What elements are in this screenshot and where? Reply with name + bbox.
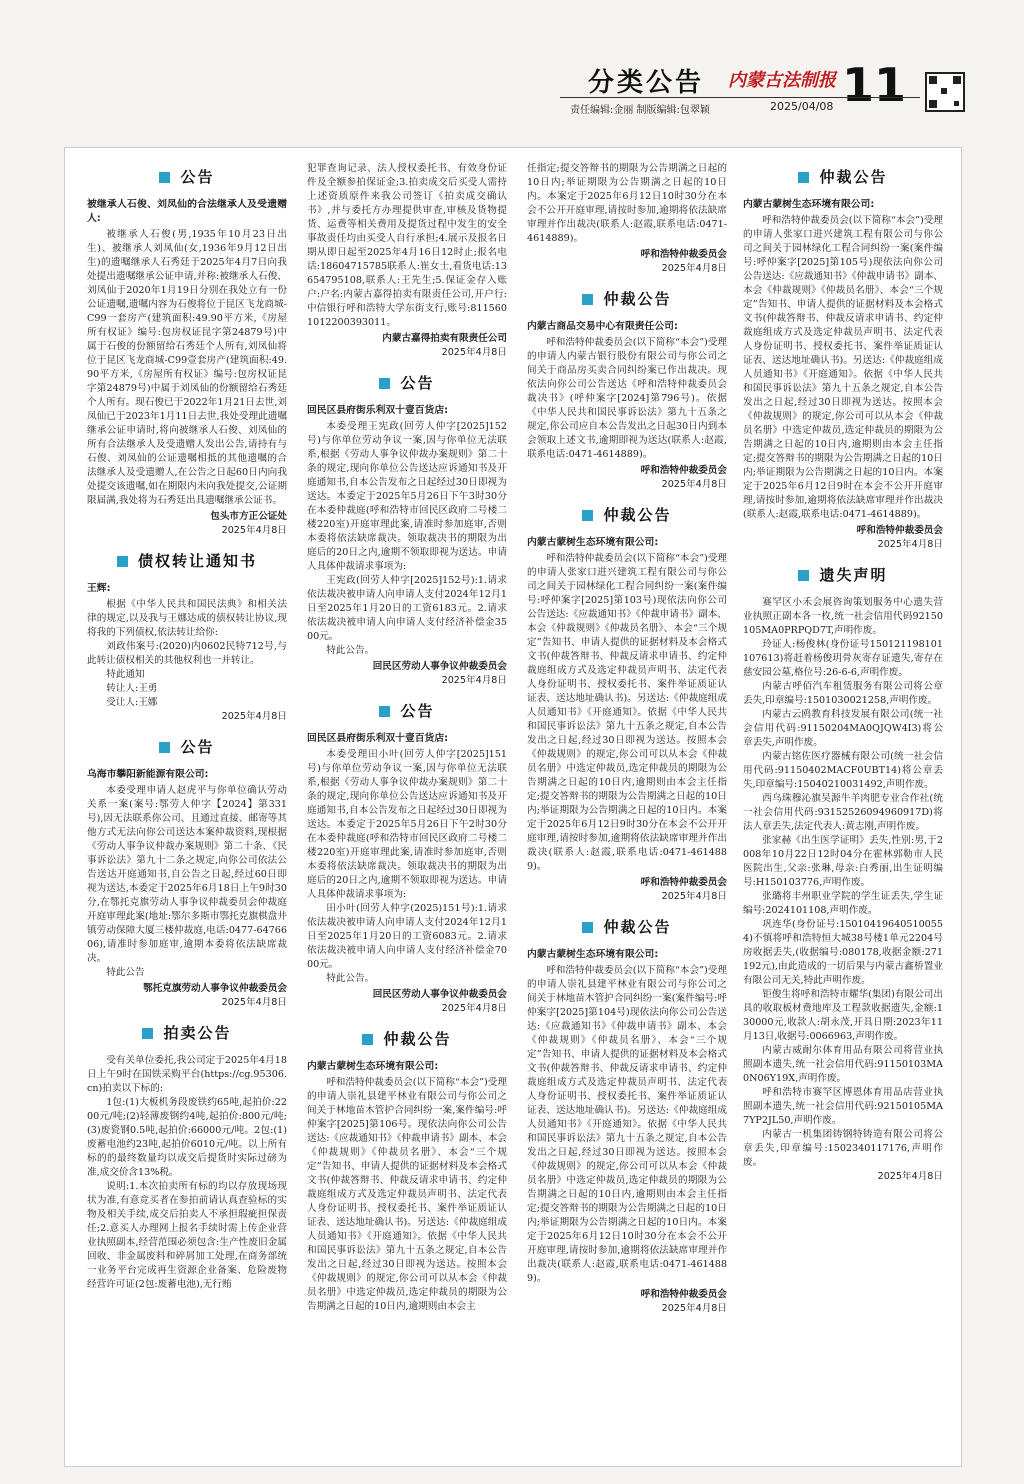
notice-date: 2025年4月8日 — [661, 263, 727, 274]
notice-date: 2025年4月8日 — [221, 997, 287, 1008]
qr-code-icon — [925, 72, 965, 112]
notice-line: 特此公告。 — [326, 973, 375, 984]
addressee: 内蒙古蒙树生态环境有限公司: — [743, 199, 875, 210]
addressee: 王辉: — [87, 583, 111, 594]
notice-signature: 鄂托克旗劳动人事争议仲裁委员会 — [143, 983, 287, 994]
notice-body: 刘政伟案号:(2020)内0602民特712号,与此转让债权相关的其他权利也一并转让。 — [87, 641, 287, 666]
notice-date: 2025年4月8日 — [661, 1303, 727, 1314]
notice-heading: 公告 — [87, 734, 287, 760]
notice-heading: 仲裁公告 — [743, 164, 943, 190]
notice-line: 特此公告 — [106, 967, 145, 978]
notice-heading: 仲裁公告 — [527, 502, 727, 528]
notice-heading: 公告 — [307, 370, 507, 396]
notice-heading: 公告 — [307, 698, 507, 724]
addressee: 被继承人石俊、刘凤仙的合法继承人及受遗赠人: — [87, 199, 287, 224]
section-title: 分类公告 — [588, 68, 705, 98]
notice-body: 根据《中华人民共和国民法典》和相关法律的规定,以及我与王娜达成的债权转让协议,现将我的下列债权,依法转让给你: — [87, 599, 287, 638]
notice-body: 本委受理田小叶(回劳人仲字[2025]151号)与你单位劳动争议一案,因与你单位无法联系,根据《劳动人事争议仲裁办案规则》第二十条的规定,现向你单位公告送达应诉通知书及开庭通知书,自本公告发布之日起经过30日即视为送达。本委定于2025年5月26日下午2时30分在本委仲裁庭(呼和浩特市回民区政府二号楼二楼220室)开庭审理此案,请准时参加庭审,否则本委将依法缺席裁决。领取裁决书的期限为出庭后的20日之内,逾期不领取即视为送达。申请人具体仲裁请求事项为: — [307, 749, 507, 900]
square-bullet-icon — [582, 510, 593, 521]
square-bullet-icon — [117, 556, 128, 567]
notice-date: 2025年4月8日 — [441, 1003, 507, 1014]
notice-date: 2025年4月8日 — [661, 479, 727, 490]
addressee: 内蒙古蒙树生态环境有限公司: — [527, 949, 659, 960]
notice-heading: 遗失声明 — [743, 562, 943, 588]
loss-item: 内蒙古呼佰汽车租赁服务有限公司将公章丢失,印章编号:1501030021258,声明作废。 — [743, 681, 943, 706]
notice-body: 呼和浩特仲裁委员会(以下简称“本会”)受理的申请人张家口进兴建筑工程有限公司与你公司之间关于园林绿化工程合同纠纷一案(案件编号:呼仲案字[2025]第103号)现依法向你公司公告送达:《应裁通知书》《仲裁申请书》副本、本会《仲裁规则》《仲裁员名册》、本会“三个规定”告知书、申请人提供的证据材料及本会格式文书(仲裁答辩书、仲裁反请求申请书、约定仲裁庭组成方式及选定仲裁员声明书、法定代表人身份证明书、授权委托书、案件举证质证认证表、送达地址确认书)。另送达:《仲裁庭组成人员通知书》《开庭通知》。依据《中华人民共和国民事诉讼法》第九十五条之规定,自本公告发出之日起,经过30日即视为送达。按照本会《仲裁规则》的规定,你公司可以从本会《仲裁员名册》中选定仲裁员,选定仲裁员的期限为公告期满之日起的10日内,逾期则由本会主任指定;提交答辩书的期限为公告期满之日起的10日内;举证期限为公告期满之日起的10日内。本案定于2025年6月12日9时30分在本会不公开开庭审理,请按时参加,逾期将依法缺席审理并作出裁决(联系人:赵霞,联系电话:0471-4614889)。 — [527, 553, 727, 872]
notice-signature: 包头市方正公证处 — [210, 511, 287, 522]
square-bullet-icon — [582, 294, 593, 305]
paper-logo: 内蒙古法制报 — [728, 70, 836, 91]
masthead — [0, 0, 1024, 130]
notice-date: 2025年4月8日 — [221, 525, 287, 536]
loss-item: 张璐将丰州职业学院的学生证丢失,学生证编号:2024101108,声明作废。 — [743, 891, 943, 916]
notice-body: 田小叶(回劳人仲字(2025)151号):1.请求依法裁决被申请人向申请人支付2024年12月1日至2025年1月20日的工资6083元。2.请求依法裁决被申请人向申请人支付经济补偿金7000元。 — [307, 903, 507, 970]
notice-date: 2025年4月8日 — [661, 891, 727, 902]
notice-date: 2025年4月8日 — [441, 347, 507, 358]
notice-body: 本委受理申请人赵虎平与你单位确认劳动关系一案(案号:鄂劳人仲字【2024】第331号),因无法联系你公司、且通过直接、邮寄等其他方式无法向你公司送达本案仲裁资料,现根据《劳动人事争议仲裁办案规则》第二十条、《民事诉讼法》第九十二条之规定,向你公司依法公告送达开庭通知书,自公告之日起,经过60日即视为送达,本委定于2025年6月18日上午9时30分,在鄂托克旗劳动人事争议仲裁委员会仲裁庭开庭审理此案(地址:鄂尔多斯市鄂托克旗棋盘井镇劳动保障大厦三楼仲裁庭,电话:0477-6476606),请准时参加庭审,逾期本委将依法缺席裁决。 — [87, 785, 287, 964]
notice-date: 2025年4月8日 — [441, 675, 507, 686]
page-number: 11 — [842, 58, 907, 112]
notice-signature: 回民区劳动人事争议仲裁委员会 — [372, 989, 507, 1000]
notice-heading: 债权转让通知书 — [87, 548, 287, 574]
addressee: 乌海市攀阳新能源有限公司: — [87, 769, 209, 780]
square-bullet-icon — [159, 742, 170, 753]
loss-item: 玲证人:杨俊林(身份证号150121198101107613)将赶着杨俊玥骨灰寄存证遗失,寄存在慈安园公墓,格位号:26-6-6,声明作废。 — [743, 639, 943, 678]
notice-heading: 仲裁公告 — [527, 914, 727, 940]
notice-body: 被继承人石俊(男,1935年10月23日出生)、被继承人刘凤仙(女,1936年9月12日出生)的遗嘱继承人石秀廷于2025年4月7日向我处提出遗嘱继承公证申请,并称:被继承人石俊、刘凤仙于2020年1月19日分别在我处立有一份公证遗嘱,遗嘱内容为石俊将位于昆区飞龙商城-C99一套房产(建筑面积:49.90平方米,《房屋所有权证》编号:包房权证昆字第24879号)中属于石俊的份额留给石秀廷个人所有,刘凤仙将位于昆区飞龙商城-C99壹套房产(建筑面积:49.90平方米,《房屋所有权证》编号:包房权证昆字第24879号)中属于刘凤仙的份额留给石秀廷个人所有。现石俊已于2022年1月21日去世,刘凤仙已于2023年1月11日去世,我处受理此遗嘱继承公证申请时,将向被继承人石俊、刘凤仙的所有合法继承人及受遗赠人发出公告,请持有与石俊、刘凤仙的公证遗嘱相抵的其他遗嘱的合法继承人及受遗赠人,在公告之日起60日内向我处提交该遗嘱,如在期限内未向我处提交,公证期限届满,我处将为石秀廷出具遗嘱继承公证书。 — [87, 229, 287, 506]
square-bullet-icon — [142, 1028, 153, 1039]
addressee: 回民区县府街乐利双十壹百货店: — [307, 405, 449, 416]
loss-item: 张家赫《出生医学证明》丢失,性别:男,于2008年10月22日12时04分在霍林郭勒市人民医院出生,父亲:张琳,母亲:白秀丽,出生证明编号:H150103776,声明作废。 — [743, 835, 943, 888]
column-3 — [527, 162, 727, 1326]
loss-item: 内蒙古一机集团铸钢特铸造有限公司将公章丢失,印章编号:1502340117176,声明作废。 — [743, 1129, 943, 1168]
notice-body: 说明:1.本次拍卖所有标的均以存放现场现状为准,有意竞买者在参拍前请认真查验标的实物及相关手续,成交后拍卖人不承担瑕疵担保责任;2.意买人办理网上报名手续时需上传企业营业执照副本,经营范围必须包含:生产性废旧金属回收、非金属废料和碎屑加工处理,在商务部统一业务平台完成再生资源企业备案、危险废物经营许可证(2包:废蓄电池),无行贿 — [87, 1181, 287, 1290]
editors-line: 责任编辑:金丽 制版编辑:包翠颖 — [570, 105, 710, 116]
notice-body: 本委受理王宪政(回劳人仲字[2025]152号)与你单位劳动争议一案,因与你单位无法联系,根据《劳动人事争议仲裁办案规则》第二十条的规定,现向你单位公告送达应诉通知书及开庭通知书,自本公告发布之日起经过30日即视为送达。本委定于2025年5月26日下午3时30分在本委仲裁庭(呼和浩特市回民区政府二号楼二楼220室)开庭审理此案,请准时参加庭审,否则本委将依法缺席裁决。领取裁决书的期限为出庭后的20日之内,逾期不领取即视为送达。申请人具体仲裁请求事项为: — [307, 421, 507, 572]
square-bullet-icon — [379, 378, 390, 389]
notice-line: 受让人:王娜 — [106, 697, 158, 708]
page-body — [64, 147, 962, 1467]
loss-item: 内蒙古云鸥教育科技发展有限公司(统一社会信用代码:91150204MA0QJQW4I3)将公章丢失,声明作废。 — [743, 709, 943, 748]
notice-date: 2025年4月8日 — [877, 1171, 943, 1182]
loss-item: 内蒙古威耐尔体育用品有限公司将营业执照副本遗失,统一社会信用代码:91150103MA0N06Y19X,声明作废。 — [743, 1045, 943, 1084]
notice-heading: 拍卖公告 — [87, 1020, 287, 1046]
loss-item: 巩连华(身份证号:150104196405100554)不慎将呼和浩特恒大城38号楼1单元2204号房收据丢失,(收据编号:080178,收据金额:271192元),由此造成的一切后果与内蒙古鑫桥置业有限公司无关,特此声明作废。 — [743, 919, 943, 986]
loss-item: 钜俊生将呼和浩特市耀华(集团)有限公司出具的收取板材费地库及工程款收据遗失,金额:130000元,收款人:胡永茂,开具日期:2023年11月13日,收据号:0066963,声明作废。 — [743, 989, 943, 1042]
notice-signature: 呼和浩特仲裁委员会 — [640, 465, 727, 476]
square-bullet-icon — [798, 172, 809, 183]
notice-heading: 公告 — [87, 164, 287, 190]
loss-item: 呼和浩特市赛罕区博恩体育用品店营业执照副本遗失,统一社会信用代码:92150105MA7YP2JL50,声明作废。 — [743, 1087, 943, 1126]
notice-body: 呼和浩特仲裁委员会(以下简称“本会”)受理的申请人崇礼县建平林业有限公司与你公司之间关于林地苗木管护合同纠纷一案(案件编号:呼仲案字[2025]第104号)现依法向你公司公告送达:《应裁通知书》《仲裁申请书》副本、本会《仲裁规则》《仲裁员名册》、本会“三个规定”告知书、申请人提供的证据材料及本会格式文书(仲裁答辩书、仲裁反请求申请书、约定仲裁庭组成方式及选定仲裁员声明书、法定代表人身份证明书、授权委托书、案件举证质证认证表、送达地址确认书)。另送达:《仲裁庭组成人员通知书》《开庭通知》。依据《中华人民共和国民事诉讼法》第九十五条之规定,自本公告发出之日起,经过30日即视为送达。按照本会《仲裁规则》的规定,你公司可以从本会《仲裁员名册》中选定仲裁员,选定仲裁员的期限为公告期满之日起的10日内,逾期则由本会主任指定;提交答辩书的期限为公告期满之日起的10日内;举证期限为公告期满之日起的10日内。本案定于2025年6月12日10时30分在本会不公开开庭审理,请按时参加,逾期将依法缺席审理并作出裁决(联系人:赵霞,联系电话:0471-4614889)。 — [527, 965, 727, 1284]
notice-body: 犯罪查询记录、法人授权委托书、有效身份证件及全额参拍保证金;3.拍卖成交后买受人需持上述资质原件来我公司签订《拍卖成交确认书》,并与委托方办理提供审查,审核及货物提货、运费等相关费用及提货过程中发生的安全事故责任均由买受人自行承担;4.展示及报名日期从即日起至2025年4月16日12时止;报名电话:18604715785联系人:崔女士,看货电话:13654795108,联系人:王先生;5.保证金存入账户:户名:内蒙古嘉得拍卖有限责任公司,开户行:中信银行呼和浩特大学东街支行,账号:8115601012200393011。 — [307, 163, 507, 328]
notice-signature: 呼和浩特仲裁委员会 — [640, 877, 727, 888]
notice-heading: 仲裁公告 — [527, 286, 727, 312]
square-bullet-icon — [159, 172, 170, 183]
notice-body: 任指定;提交答辩书的期限为公告期满之日起的10日内;举证期限为公告期满之日起的10日内。本案定于2025年6月12日10时30分在本会不公开开庭审理,请按时参加,逾期将依法缺席审理并作出裁决(联系人:赵霞,联系电话:0471-4614889)。 — [527, 163, 727, 244]
notice-line: 转让人:王勇 — [106, 683, 158, 694]
loss-item: 赛罕区小禾会展咨询策划服务中心遗失营业执照正副本各一枚,统一社会信用代码92150105MA0PRPQD7T,声明作废。 — [743, 597, 943, 636]
column-1 — [87, 162, 287, 1292]
notice-body: 呼和浩特仲裁委员会(以下简称“本会”)受理的申请人张家口进兴建筑工程有限公司与你公司之间关于园林绿化工程合同纠纷一案(案件编号:呼仲案字[2025]第105号)现依法向你公司公告送达:《应裁通知书》《仲裁申请书》副本、本会《仲裁规则》《仲裁员名册》、本会“三个规定”告知书、申请人提供的证据材料及本会格式文书(仲裁答辩书、仲裁反请求申请书、约定仲裁庭组成方式及选定仲裁员声明书、法定代表人身份证明书、授权委托书、案件举证质证认证表、送达地址确认书)。另送达:《仲裁庭组成人员通知书》《开庭通知》。依据《中华人民共和国民事诉讼法》第九十五条之规定,自本公告发出之日起,经过30日即视为送达。按照本会《仲裁规则》的规定,你公司可以从本会《仲裁员名册》中选定仲裁员,选定仲裁员的期限为公告期满之日起的10日内,逾期则由本会主任指定;提交答辩书的期限为公告期满之日起的10日内;举证期限为公告期满之日起的10日内。本案定于2025年6月12日9时在本会不公开开庭审理,请按时参加,逾期将依法缺席审理并作出裁决(联系人:赵霞,联系电话:0471-4614889)。 — [743, 215, 943, 520]
square-bullet-icon — [582, 922, 593, 933]
masthead-rule — [560, 97, 920, 98]
notice-date: 2025年4月8日 — [877, 539, 943, 550]
square-bullet-icon — [379, 706, 390, 717]
addressee: 内蒙古蒙树生态环境有限公司: — [307, 1061, 439, 1072]
column-2 — [307, 162, 507, 1314]
square-bullet-icon — [362, 1034, 373, 1045]
notice-line: 特此公告。 — [326, 645, 375, 656]
notice-body: 呼和浩特仲裁委员会(以下简称“本会”)受理的申请人崇礼县建平林业有限公司与你公司之间关于林地苗木管护合同纠纷一案,案件编号:呼仲案字[2025]第106号。现依法向你公司公告送达:《应裁通知书》《仲裁申请书》副本、本会《仲裁规则》《仲裁员名册》、本会“三个规定”告知书、申请人提供的证据材料及本会格式文书(仲裁答辩书、仲裁反请求申请书、约定仲裁庭组成方式及选定仲裁员声明书、法定代表人身份证明书、授权委托书、案件举证质证认证表、送达地址确认书)。另送达:《仲裁庭组成人员通知书》《开庭通知》。依据《中华人民共和国民事诉讼法》第九十五条之规定,自本公告发出之日起,经过30日即视为送达。按照本会《仲裁规则》的规定,你公司可以从本会《仲裁员名册》中选定仲裁员,选定仲裁员的期限为公告期满之日起的10日内,逾期则由本会主 — [307, 1077, 507, 1312]
notice-body: 呼和浩特仲裁委员会(以下简称“本会”)受理的申请人内蒙古银行股份有限公司与你公司之间关于商品房买卖合同纠纷案已作出裁决。现依法向你公司公告送达《呼和浩特仲裁委员会裁决书》(呼仲案字[2024]第796号)。依据《中华人民共和国民事诉讼法》第九十五条之规定,你公司应自本公告发出之日起30日内到本会领取上述文书,逾期即视为送达(联系人:赵霞,联系电话:0471-4614889)。 — [527, 337, 727, 460]
loss-item: 西乌珠穆沁旗吴源牛羊肉肥专业合作社(统一社会信用代码:93152526094960917D)将法人章丢失,法定代表人:黄志刚,声明作废。 — [743, 793, 943, 832]
notice-line: 特此通知 — [106, 669, 145, 680]
notice-body: 受有关单位委托,我公司定于2025年4月18日上午9时在国铁采购平台(https://cg.95306.cn)拍卖以下标的: — [87, 1055, 287, 1094]
notice-date: 2025年4月8日 — [221, 711, 287, 722]
notice-signature: 回民区劳动人事争议仲裁委员会 — [372, 661, 507, 672]
issue-date: 2025/04/08 — [770, 100, 834, 113]
notice-signature: 呼和浩特仲裁委员会 — [856, 525, 943, 536]
addressee: 内蒙古蒙树生态环境有限公司: — [527, 537, 659, 548]
loss-item: 内蒙古铭佐医疗器械有限公司(统一社会信用代码:91150402MACF0UBT14)将公章丢失,印章编号:15040210031492,声明作废。 — [743, 751, 943, 790]
notice-signature: 呼和浩特仲裁委员会 — [640, 249, 727, 260]
notice-signature: 内蒙古嘉得拍卖有限责任公司 — [382, 333, 507, 344]
addressee: 回民区县府街乐利双十壹百货店: — [307, 733, 449, 744]
addressee: 内蒙古商品交易中心有限责任公司: — [527, 321, 678, 332]
notice-heading: 仲裁公告 — [307, 1026, 507, 1052]
notice-body: 1包:(1)大板机务段废铁约65吨,起拍价:2200元/吨;(2)轻薄废钢约4吨,起拍价:800元/吨;(3)废瓷钢0.5吨,起拍价:66000元/吨。2包:(1)废蓄电池约23吨,起拍价6010元/吨。以上所有标的的最终数量均以成交后提货时实际过磅为准,成交价含13%税。 — [87, 1097, 287, 1178]
column-4 — [743, 162, 943, 1194]
notice-body: 王宪政(回劳人仲字[2025]152号):1.请求依法裁决被申请人向申请人支付2024年12月1日至2025年1月20日的工资6183元。2.请求依法裁决被申请人向申请人支付经济补偿金3500元。 — [307, 575, 507, 642]
notice-signature: 呼和浩特仲裁委员会 — [640, 1289, 727, 1300]
square-bullet-icon — [798, 570, 809, 581]
